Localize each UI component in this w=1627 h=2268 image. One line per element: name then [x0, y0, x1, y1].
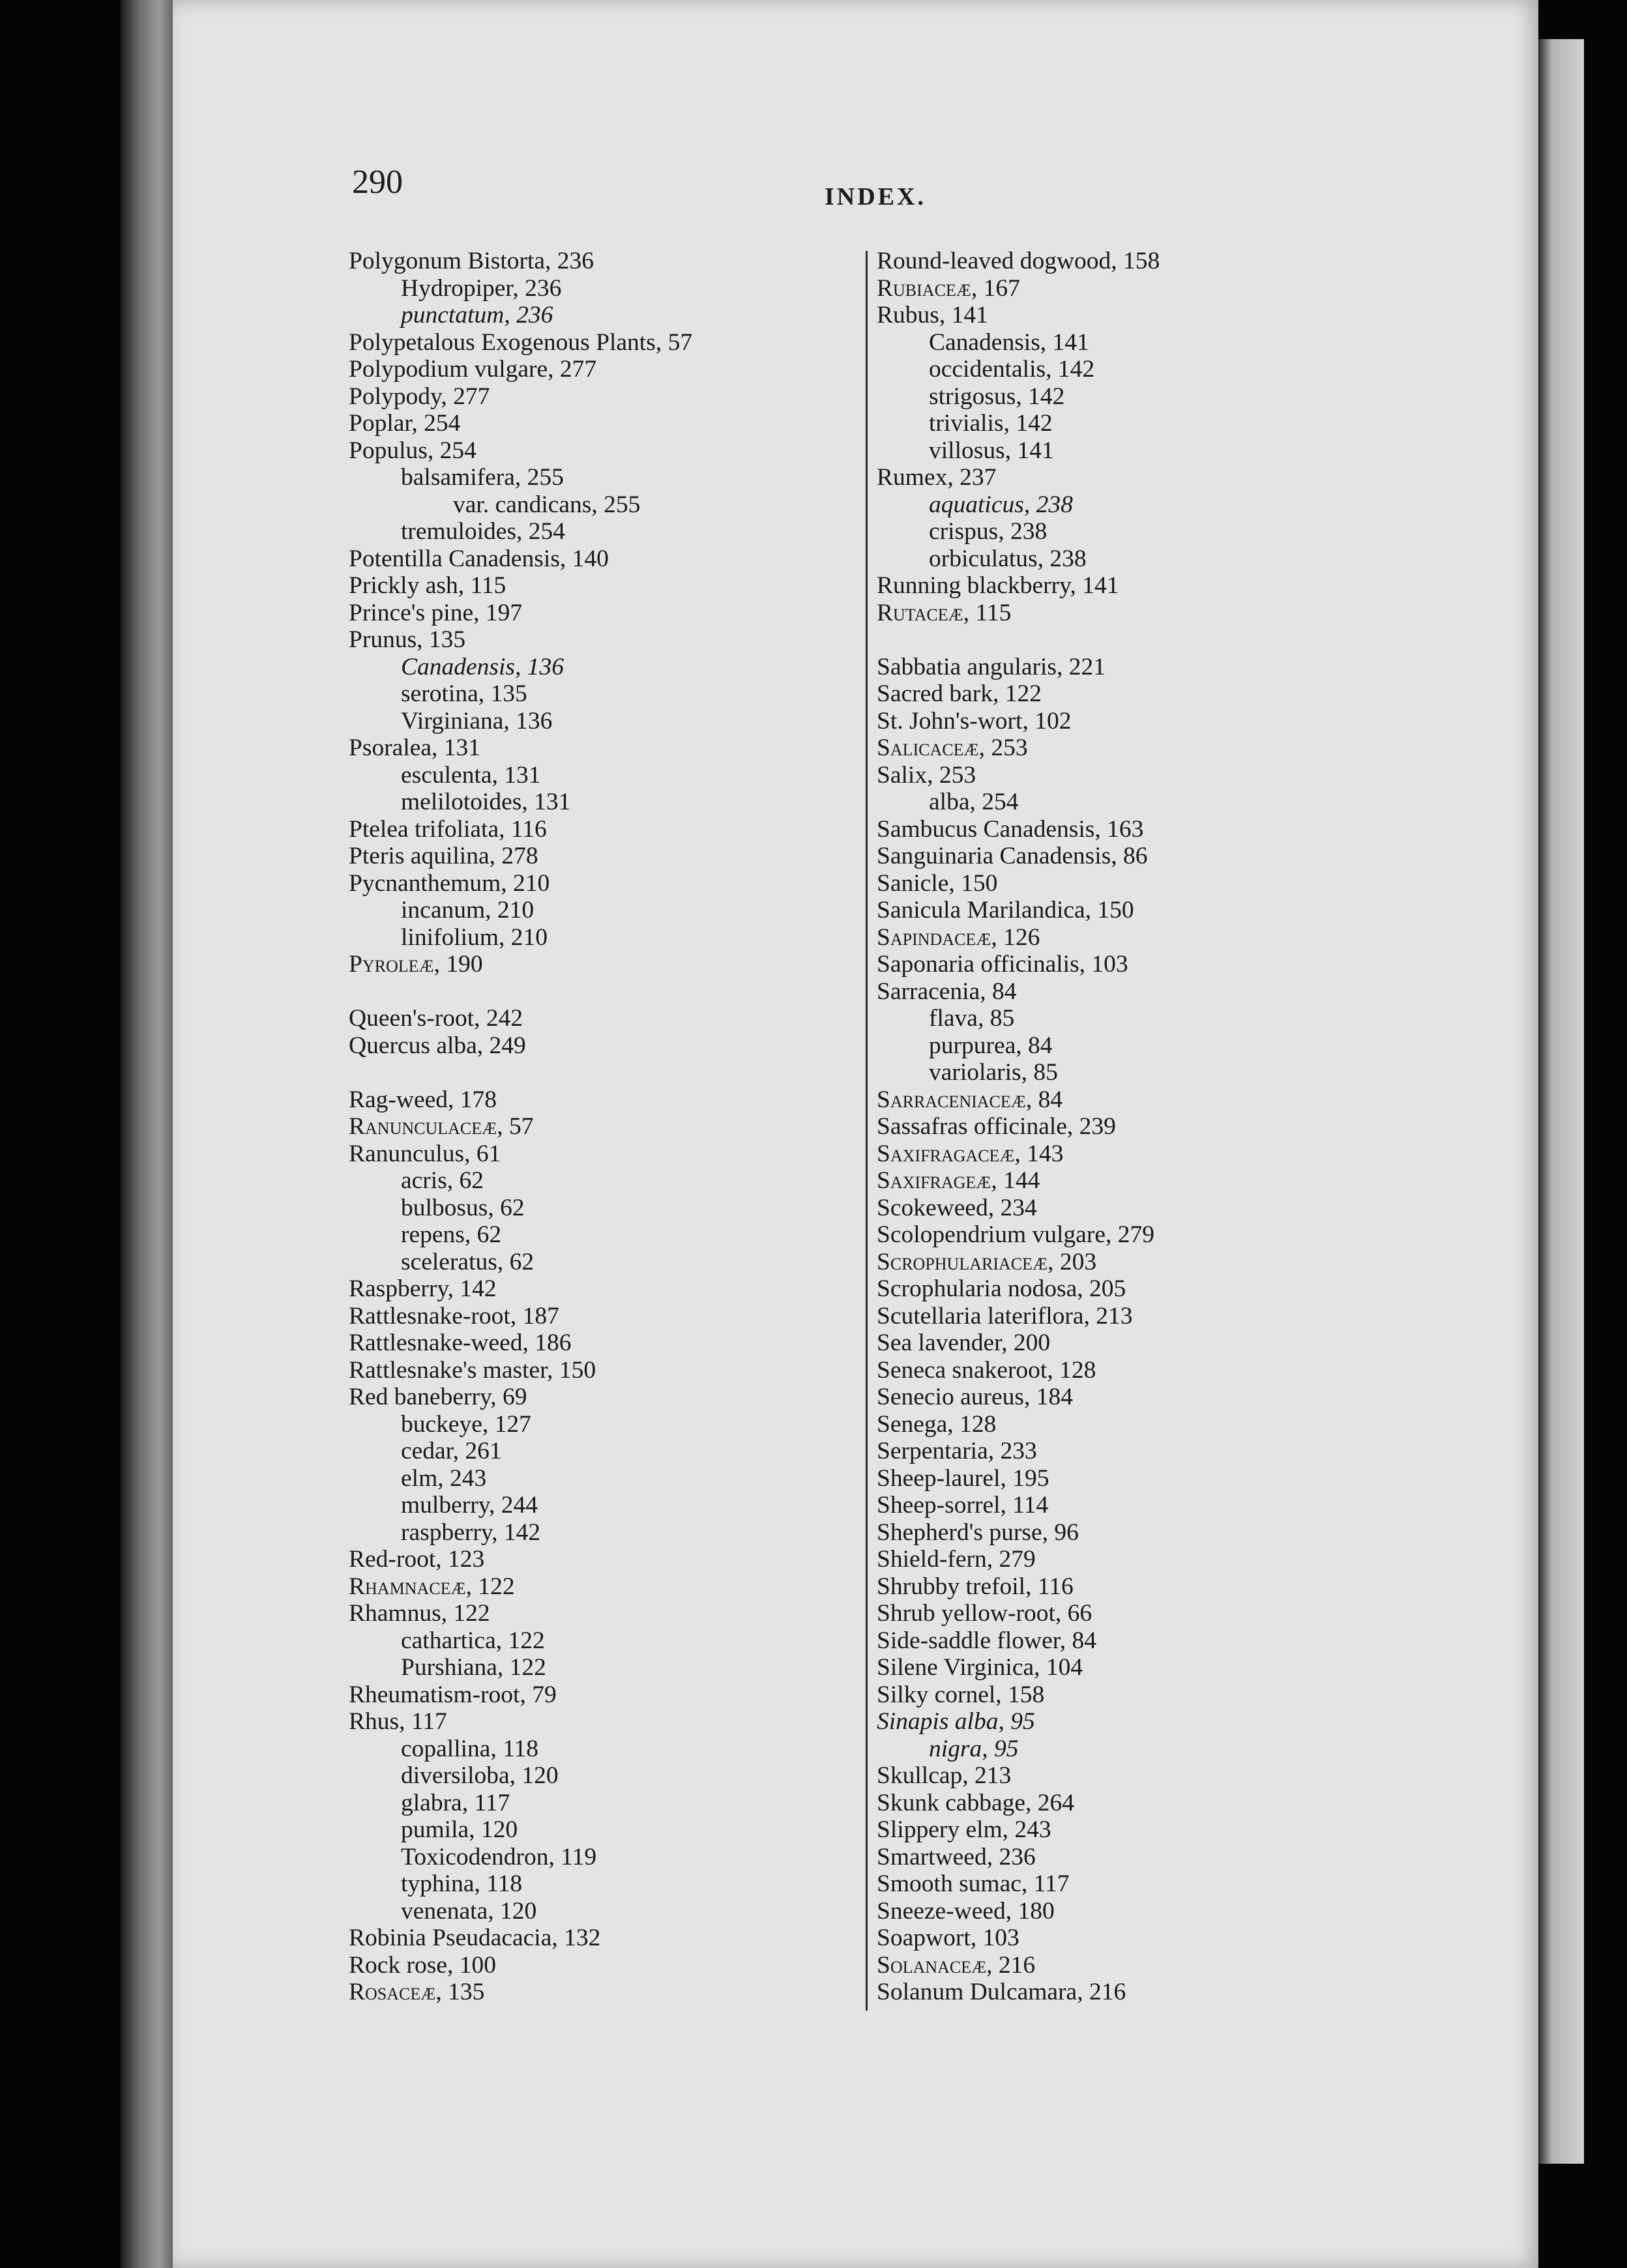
index-column-left [349, 248, 961, 2006]
page-number: 290 [352, 164, 403, 201]
index-entry: Sinapis alba, 95 [877, 1708, 1035, 1735]
index-subentry: typhina, 118 [401, 1870, 523, 1897]
index-entry: Solanaceæ, 216 [877, 1951, 1036, 1979]
index-subentry: villosus, 141 [929, 437, 1054, 464]
index-entry: Sneeze-weed, 180 [877, 1897, 1055, 1925]
index-entry: Ranunculaceæ, 57 [349, 1113, 534, 1140]
index-entry: Rattlesnake-root, 187 [349, 1302, 559, 1330]
index-entry: Queen's-root, 242 [349, 1005, 523, 1032]
index-entry: Rubus, 141 [877, 302, 988, 328]
index-subentry: Virginiana, 136 [401, 707, 553, 734]
index-entry: Round-leaved dogwood, 158 [877, 248, 1160, 274]
index-entry: Scutellaria lateriflora, 213 [877, 1302, 1133, 1330]
index-subentry: linifolium, 210 [401, 923, 548, 951]
index-entry: Rumex, 237 [877, 464, 997, 491]
index-entry: Saxifragaceæ, 143 [877, 1140, 1064, 1167]
index-subentry: Purshiana, 122 [401, 1654, 546, 1681]
index-subentry: trivialis, 142 [929, 410, 1053, 437]
index-subentry: diversiloba, 120 [401, 1762, 559, 1789]
index-entry: Shrubby trefoil, 116 [877, 1573, 1074, 1600]
index-subentry: buckeye, 127 [401, 1410, 531, 1438]
index-entry: Pteris aquilina, 278 [349, 843, 538, 869]
index-subentry: Canadensis, 136 [401, 653, 564, 680]
index-entry: Pyroleæ, 190 [349, 951, 483, 978]
index-entry: Rattlesnake's master, 150 [349, 1356, 596, 1384]
index-entry: Rock rose, 100 [349, 1951, 497, 1979]
index-entry: Shrub yellow-root, 66 [877, 1600, 1092, 1627]
index-entry: Slippery elm, 243 [877, 1816, 1051, 1843]
index-entry: Scokeweed, 234 [877, 1194, 1037, 1221]
index-entry: Rhus, 117 [349, 1708, 447, 1735]
index-entry: Ranunculus, 61 [349, 1140, 501, 1167]
index-entry: Quercus alba, 249 [349, 1032, 526, 1059]
index-subentry: occidentalis, 142 [929, 356, 1095, 383]
index-entry: Prunus, 135 [349, 626, 466, 653]
index-entry: Skunk cabbage, 264 [877, 1789, 1075, 1816]
index-subentry: aquaticus, 238 [929, 491, 1073, 518]
index-entry: Salicaceæ, 253 [877, 734, 1028, 761]
index-column-right [877, 248, 1463, 2006]
index-subentry: flava, 85 [929, 1005, 1015, 1032]
index-subentry: pumila, 120 [401, 1816, 518, 1843]
index-subentry: cedar, 261 [401, 1438, 502, 1464]
index-entry: Seneca snakeroot, 128 [877, 1356, 1096, 1384]
index-entry: Poplar, 254 [349, 410, 461, 437]
index-subentry: mulberry, 244 [401, 1492, 538, 1519]
index-subentry: var. candicans, 255 [453, 491, 641, 518]
index-entry: St. John's-wort, 102 [877, 707, 1072, 734]
index-entry: Sarracenia, 84 [877, 978, 1017, 1005]
index-entry: Shield-fern, 279 [877, 1546, 1036, 1573]
index-entry: Rheumatism-root, 79 [349, 1681, 557, 1708]
index-entry: Running blackberry, 141 [877, 572, 1119, 599]
index-entry: Serpentaria, 233 [877, 1438, 1037, 1464]
index-entry: Sambucus Canadensis, 163 [877, 815, 1144, 843]
index-entry: Scolopendrium vulgare, 279 [877, 1221, 1154, 1248]
index-entry: Soapwort, 103 [877, 1925, 1019, 1951]
index-entry: Saponaria officinalis, 103 [877, 951, 1128, 978]
index-entry: Sassafras officinale, 239 [877, 1113, 1116, 1140]
index-entry: Robinia Pseudacacia, 132 [349, 1925, 601, 1951]
index-entry: Sanicle, 150 [877, 869, 998, 897]
index-entry: Sheep-sorrel, 114 [877, 1492, 1049, 1519]
index-entry: Scrophulariaceæ, 203 [877, 1248, 1097, 1275]
index-subentry: variolaris, 85 [929, 1059, 1058, 1086]
index-subentry: strigosus, 142 [929, 383, 1065, 410]
running-head [173, 163, 1538, 222]
facing-page-edge [1538, 39, 1584, 2164]
index-subentry: elm, 243 [401, 1464, 487, 1492]
index-entry: Red baneberry, 69 [349, 1384, 527, 1410]
index-subentry: nigra, 95 [929, 1735, 1019, 1762]
index-entry: Sapindaceæ, 126 [877, 923, 1040, 951]
index-entry: Polygonum Bistorta, 236 [349, 248, 594, 274]
index-subentry: sceleratus, 62 [401, 1248, 535, 1275]
index-entry: Populus, 254 [349, 437, 476, 464]
index-subentry: punctatum, 236 [401, 302, 553, 328]
index-subentry: orbiculatus, 238 [929, 545, 1087, 572]
index-subentry: alba, 254 [929, 789, 1019, 815]
header-title: INDEX. [825, 183, 926, 211]
index-entry: Pycnanthemum, 210 [349, 869, 550, 897]
index-subentry: tremuloides, 254 [401, 518, 566, 545]
index-subentry: glabra, 117 [401, 1789, 510, 1816]
index-subentry: Canadensis, 141 [929, 328, 1089, 356]
index-entry: Sea lavender, 200 [877, 1330, 1051, 1356]
index-entry: Red-root, 123 [349, 1546, 485, 1573]
index-entry: Senega, 128 [877, 1410, 997, 1438]
index-entry: Rosaceæ, 135 [349, 1979, 485, 2005]
index-entry: Sarraceniaceæ, 84 [877, 1086, 1063, 1113]
index-entry: Rhamnus, 122 [349, 1600, 490, 1627]
index-entry: Rattlesnake-weed, 186 [349, 1330, 572, 1356]
index-gap [349, 978, 961, 1006]
index-entry: Sabbatia angularis, 221 [877, 653, 1106, 680]
index-entry: Sanguinaria Canadensis, 86 [877, 843, 1148, 869]
index-subentry: Hydropiper, 236 [401, 274, 562, 302]
index-subentry: purpurea, 84 [929, 1032, 1053, 1059]
index-entry: Rag-weed, 178 [349, 1086, 497, 1113]
index-subentry: incanum, 210 [401, 897, 535, 923]
index-subentry: raspberry, 142 [401, 1519, 541, 1546]
index-entry: Shepherd's purse, 96 [877, 1519, 1079, 1546]
index-entry: Rubiaceæ, 167 [877, 274, 1020, 302]
index-entry: Scrophularia nodosa, 205 [877, 1275, 1126, 1302]
index-subentry: Toxicodendron, 119 [401, 1843, 597, 1870]
index-entry: Sheep-laurel, 195 [877, 1464, 1049, 1492]
index-entry: Senecio aureus, 184 [877, 1384, 1073, 1410]
index-entry: Sanicula Marilandica, 150 [877, 897, 1134, 923]
index-entry: Raspberry, 142 [349, 1275, 497, 1302]
index-entry: Solanum Dulcamara, 216 [877, 1979, 1126, 2005]
index-subentry: venenata, 120 [401, 1897, 537, 1925]
index-subentry: balsamifera, 255 [401, 464, 564, 491]
index-entry: Salix, 253 [877, 761, 976, 789]
index-subentry: esculenta, 131 [401, 761, 541, 789]
index-subentry: crispus, 238 [929, 518, 1048, 545]
index-entry: Potentilla Canadensis, 140 [349, 545, 609, 572]
index-subentry: bulbosus, 62 [401, 1194, 525, 1221]
column-divider [866, 251, 868, 2011]
index-entry: Rhamnaceæ, 122 [349, 1573, 515, 1600]
index-subentry: copallina, 118 [401, 1735, 539, 1762]
index-subentry: melilotoides, 131 [401, 789, 571, 815]
index-entry: Polypetalous Exogenous Plants, 57 [349, 328, 693, 356]
index-entry: Polypody, 277 [349, 383, 490, 410]
index-subentry: repens, 62 [401, 1221, 502, 1248]
index-gap [877, 626, 1463, 654]
index-gap [349, 1059, 961, 1086]
index-subentry: serotina, 135 [401, 680, 527, 707]
index-entry: Prince's pine, 197 [349, 599, 523, 626]
index-subentry: cathartica, 122 [401, 1627, 545, 1654]
index-entry: Rutaceæ, 115 [877, 599, 1012, 626]
index-entry: Saxifrageæ, 144 [877, 1167, 1040, 1194]
index-entry: Psoralea, 131 [349, 734, 481, 761]
index-entry: Polypodium vulgare, 277 [349, 356, 597, 383]
index-entry: Smartweed, 236 [877, 1843, 1036, 1870]
index-entry: Prickly ash, 115 [349, 572, 506, 599]
book-spine-edge [121, 0, 176, 2268]
index-entry: Smooth sumac, 117 [877, 1870, 1070, 1897]
index-entry: Ptelea trifoliata, 116 [349, 815, 547, 843]
index-entry: Silene Virginica, 104 [877, 1654, 1083, 1681]
index-entry: Side-saddle flower, 84 [877, 1627, 1096, 1654]
index-entry: Silky cornel, 158 [877, 1681, 1045, 1708]
index-entry: Skullcap, 213 [877, 1762, 1012, 1789]
index-subentry: acris, 62 [401, 1167, 484, 1194]
index-entry: Sacred bark, 122 [877, 680, 1042, 707]
book-page [173, 0, 1538, 2268]
